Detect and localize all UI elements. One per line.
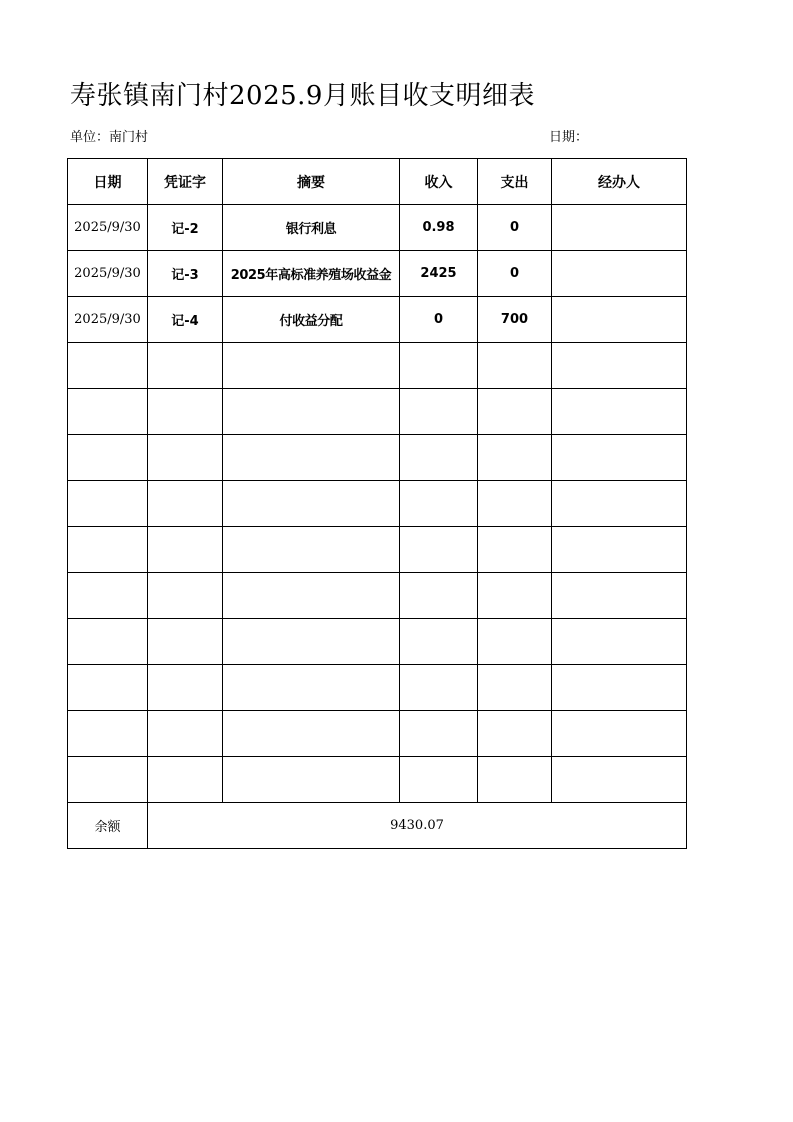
cell-handler: [552, 389, 687, 435]
cell-date: [68, 481, 148, 527]
empty-table-row: [68, 527, 687, 573]
cell-expense: [478, 435, 552, 481]
cell-voucher: [148, 573, 223, 619]
cell-expense: [478, 389, 552, 435]
table-row: [68, 297, 687, 343]
cell-handler: [552, 435, 687, 481]
page-title: 寿张镇南门村2025.9月账目收支明细表: [70, 81, 535, 111]
unit-label: 单位：南门村: [70, 130, 149, 145]
cell-income: [400, 389, 478, 435]
cell-date: [68, 527, 148, 573]
cell-summary: [223, 481, 400, 527]
empty-table-row: [68, 343, 687, 389]
table-header-row: [68, 159, 687, 205]
balance-row: [68, 803, 687, 849]
cell-voucher: [148, 711, 223, 757]
cell-expense: [478, 665, 552, 711]
cell-voucher: 记-3: [148, 251, 223, 297]
column-header-voucher: 凭证字: [148, 159, 223, 205]
cell-summary: [223, 757, 400, 803]
column-header-summary: 摘要: [223, 159, 400, 205]
cell-date: 2025/9/30: [68, 251, 148, 297]
cell-handler: [552, 665, 687, 711]
cell-expense: [478, 343, 552, 389]
cell-income: 0: [400, 297, 478, 343]
cell-handler: [552, 527, 687, 573]
column-header-expense: 支出: [478, 159, 552, 205]
cell-date: [68, 665, 148, 711]
cell-summary: [223, 711, 400, 757]
cell-expense: [478, 711, 552, 757]
cell-income: [400, 619, 478, 665]
cell-voucher: [148, 757, 223, 803]
cell-summary: 付收益分配: [223, 297, 400, 343]
cell-voucher: [148, 435, 223, 481]
empty-table-row: [68, 573, 687, 619]
cell-summary: [223, 435, 400, 481]
column-header-date: 日期: [68, 159, 148, 205]
empty-table-row: [68, 711, 687, 757]
cell-income: 0.98: [400, 205, 478, 251]
column-header-income: 收入: [400, 159, 478, 205]
cell-income: [400, 435, 478, 481]
cell-voucher: [148, 343, 223, 389]
ledger-table: [67, 158, 687, 849]
empty-table-row: [68, 389, 687, 435]
cell-summary: [223, 573, 400, 619]
cell-handler: [552, 297, 687, 343]
cell-voucher: [148, 527, 223, 573]
cell-income: [400, 481, 478, 527]
cell-summary: [223, 619, 400, 665]
cell-voucher: 记-2: [148, 205, 223, 251]
cell-voucher: 记-4: [148, 297, 223, 343]
cell-income: [400, 527, 478, 573]
empty-table-row: [68, 665, 687, 711]
cell-summary: 银行利息: [223, 205, 400, 251]
cell-handler: [552, 711, 687, 757]
cell-income: [400, 573, 478, 619]
empty-table-row: [68, 481, 687, 527]
cell-date: [68, 343, 148, 389]
cell-handler: [552, 251, 687, 297]
cell-summary: 2025年高标准养殖场收益金: [223, 251, 400, 297]
date-label: 日期：: [549, 130, 589, 145]
cell-expense: 0: [478, 205, 552, 251]
cell-expense: 700: [478, 297, 552, 343]
cell-summary: [223, 343, 400, 389]
cell-income: [400, 343, 478, 389]
cell-voucher: [148, 481, 223, 527]
table-row: [68, 251, 687, 297]
cell-income: [400, 757, 478, 803]
table-row: [68, 205, 687, 251]
cell-handler: [552, 573, 687, 619]
cell-handler: [552, 205, 687, 251]
cell-date: [68, 573, 148, 619]
cell-voucher: [148, 665, 223, 711]
cell-handler: [552, 343, 687, 389]
empty-table-row: [68, 619, 687, 665]
cell-handler: [552, 757, 687, 803]
cell-summary: [223, 527, 400, 573]
cell-expense: [478, 757, 552, 803]
cell-income: 2425: [400, 251, 478, 297]
cell-date: [68, 435, 148, 481]
empty-table-row: [68, 435, 687, 481]
cell-expense: [478, 573, 552, 619]
cell-expense: [478, 481, 552, 527]
balance-label: 余额: [68, 803, 148, 849]
cell-date: 2025/9/30: [68, 205, 148, 251]
cell-income: [400, 711, 478, 757]
cell-summary: [223, 665, 400, 711]
cell-date: [68, 619, 148, 665]
cell-date: 2025/9/30: [68, 297, 148, 343]
cell-date: [68, 389, 148, 435]
cell-voucher: [148, 619, 223, 665]
cell-expense: 0: [478, 251, 552, 297]
balance-value: 9430.07: [148, 803, 687, 849]
cell-date: [68, 757, 148, 803]
cell-voucher: [148, 389, 223, 435]
column-header-handler: 经办人: [552, 159, 687, 205]
cell-expense: [478, 619, 552, 665]
cell-date: [68, 711, 148, 757]
cell-handler: [552, 481, 687, 527]
empty-table-row: [68, 757, 687, 803]
cell-summary: [223, 389, 400, 435]
cell-income: [400, 665, 478, 711]
cell-expense: [478, 527, 552, 573]
cell-handler: [552, 619, 687, 665]
